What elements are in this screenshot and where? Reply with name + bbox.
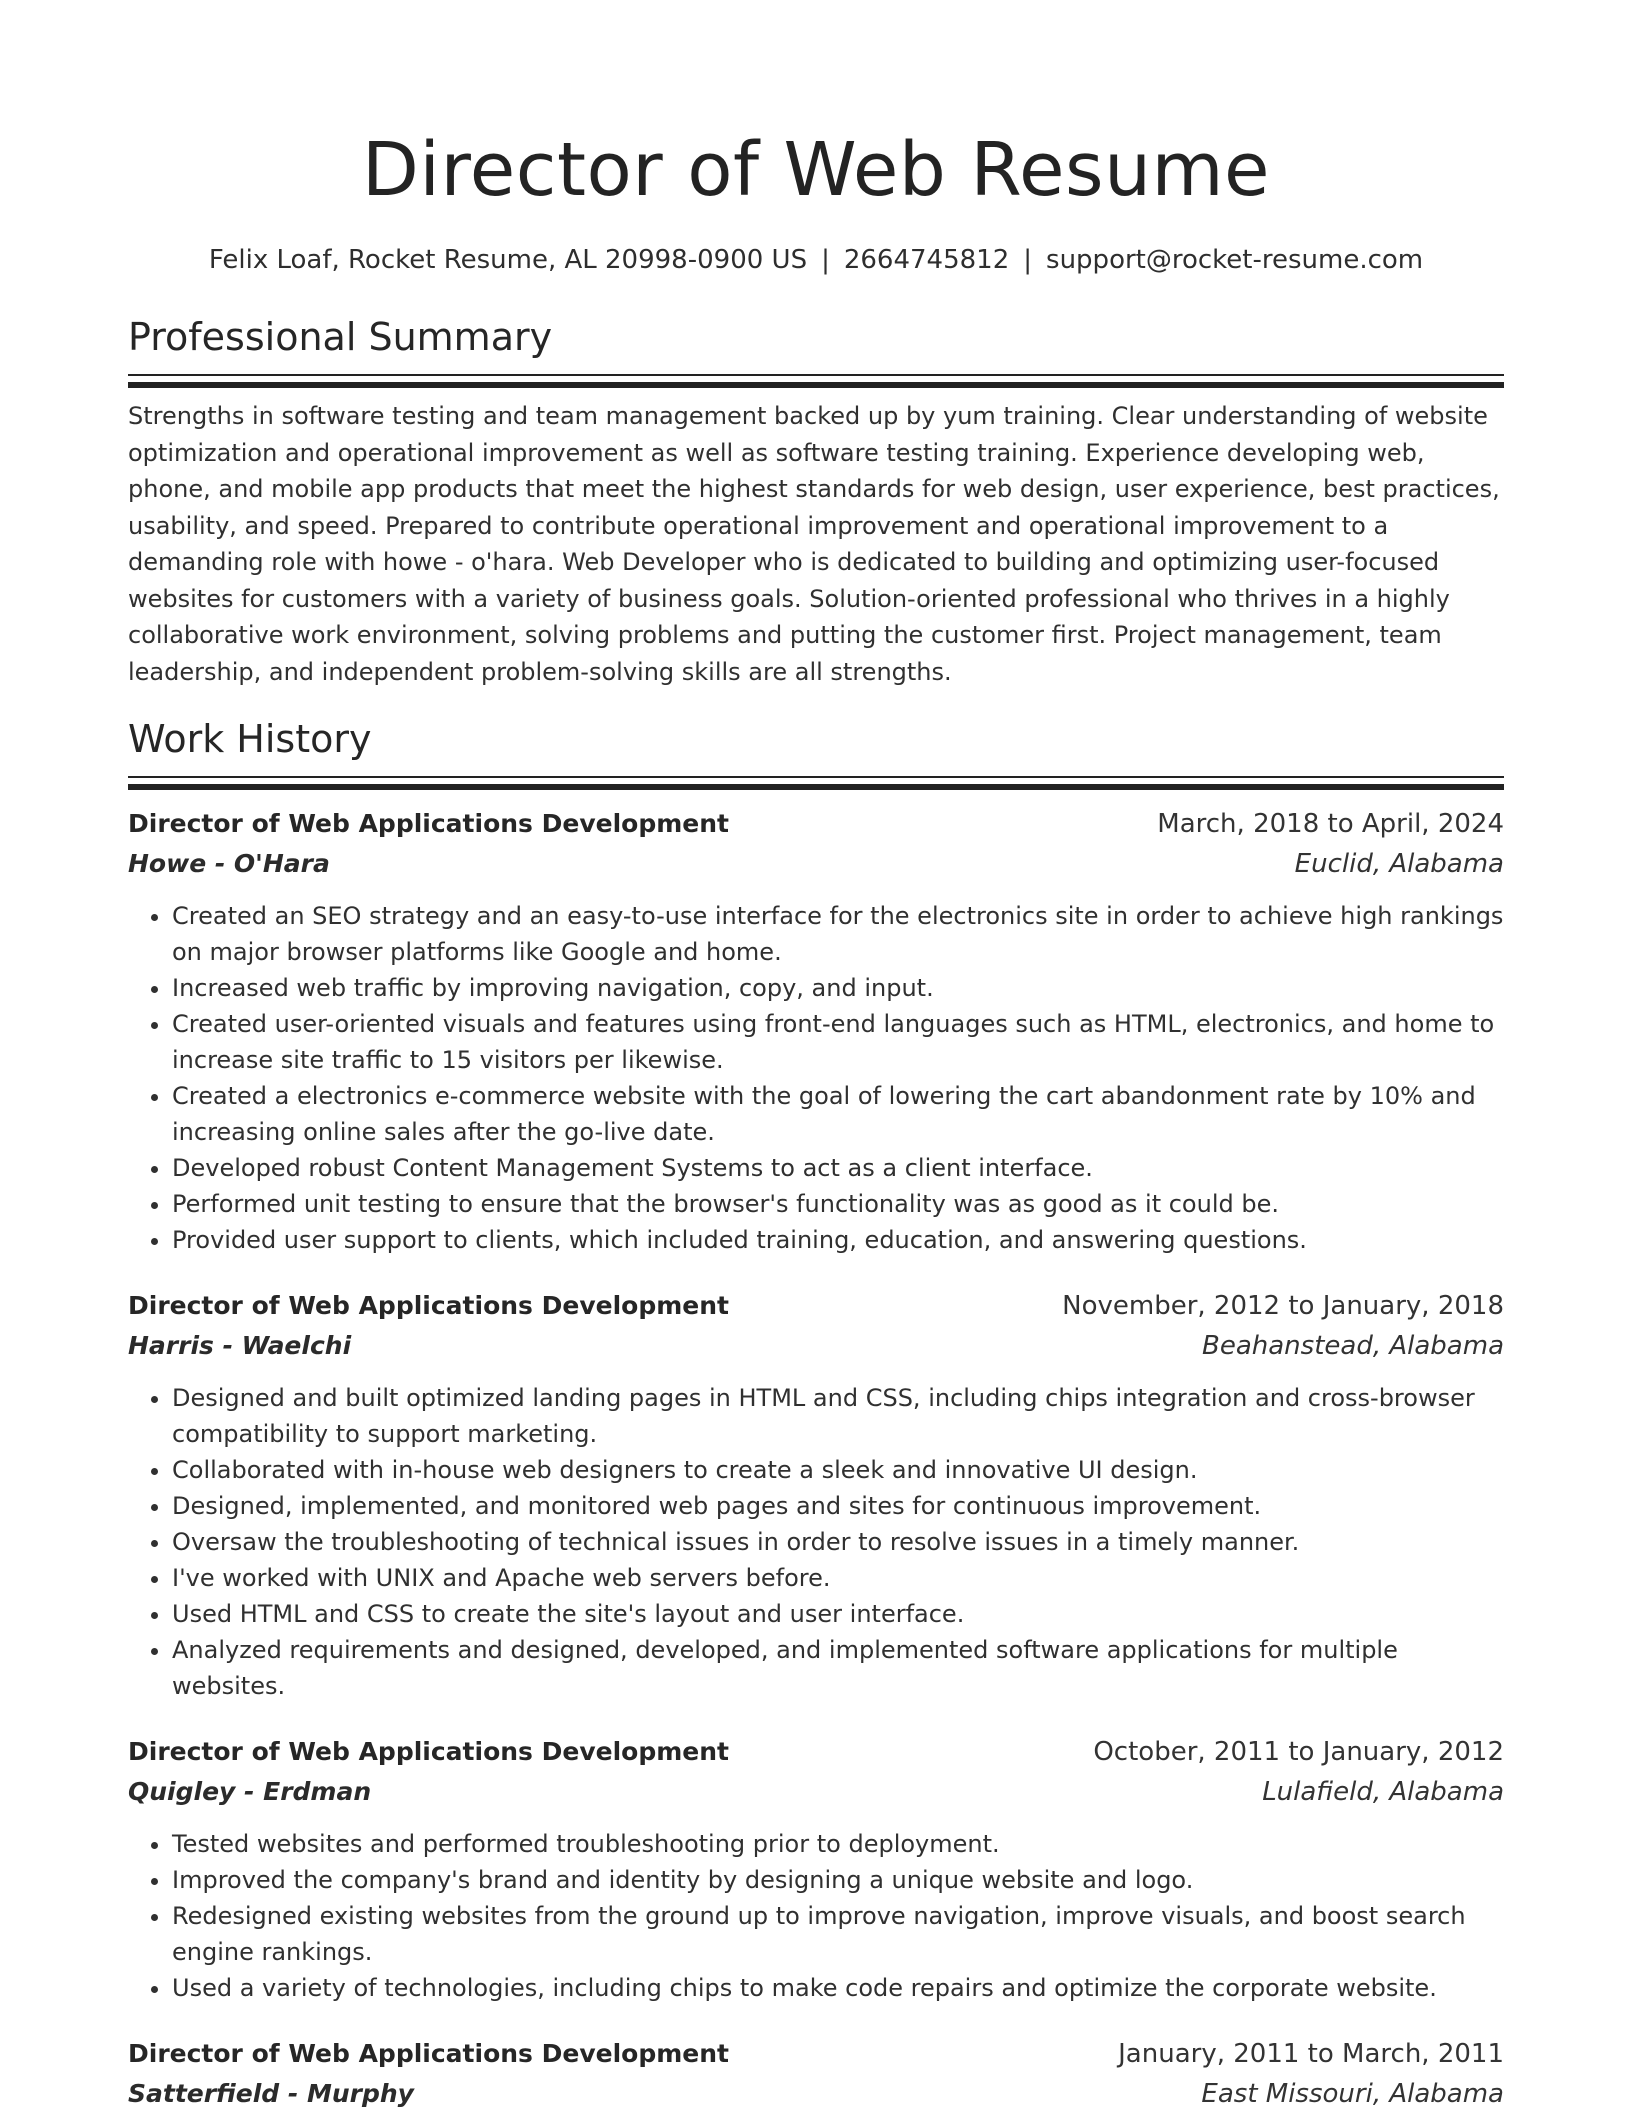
resume-title: Director of Web Resume [361,127,1271,213]
list-item: • Analyzed requirements and designed, developed, and implemented software applications for multiple websites. [172,1632,1504,1704]
job-title: Director of Web Applications Development [128,1291,729,1320]
contact-email[interactable]: support@rocket-resume.com [1046,245,1424,275]
job-title: Director of Web Applications Development [128,2039,729,2068]
contact-address: Felix Loaf, Rocket Resume, AL 20998-0900 US [208,245,808,275]
list-item: • Designed and built optimized landing pages in HTML and CSS, including chips integration and cross-browser compatibility to support marketing. [172,1380,1504,1452]
list-item: • Created user-oriented visuals and features using front-end languages such as HTML, electronics, and home to increase site traffic to 15 visitors per likewise. [172,1006,1504,1078]
list-item: • Used a variety of technologies, including chips to make code repairs and optimize the corporate website. [172,1970,1504,2006]
job-company-row [128,2074,1504,2114]
list-item: • Created an SEO strategy and an easy-to-use interface for the electronics site in order to achieve high rankings on major browser platforms like Google and home. [172,898,1504,970]
list-item: • Tested websites and performed troubleshooting prior to deployment. [172,1826,1504,1862]
section-divider [128,776,1504,790]
contact-phone: 2664745812 [843,245,1010,275]
job-location: Beahanstead, Alabama [1202,1331,1504,1361]
job-company-row [128,1326,1504,1366]
list-item: • Collaborated with in-house web designers to create a sleek and innovative UI design. [172,1452,1504,1488]
job-company-row [128,844,1504,884]
job-location: Euclid, Alabama [1294,849,1504,879]
work-history-section [128,714,1504,2114]
list-item: • I've worked with UNIX and Apache web servers before. [172,1560,1504,1596]
job-entry [128,804,1504,1258]
job-dates: March, 2018 to April, 2024 [1157,809,1504,839]
list-item: • Performed unit testing to ensure that the browser's functionality was as good as it could be. [172,1186,1504,1222]
job-bullet-list [128,898,1504,1258]
list-item: • Increased web traffic by improving navigation, copy, and input. [172,970,1504,1006]
job-entry [128,1286,1504,1704]
list-item: • Oversaw the troubleshooting of technical issues in order to resolve issues in a timely manner. [172,1524,1504,1560]
section-divider [128,374,1504,388]
list-item: • Developed robust Content Management Systems to act as a client interface. [172,1150,1504,1186]
list-item: • Used HTML and CSS to create the site's layout and user interface. [172,1596,1504,1632]
job-list [128,804,1504,2114]
professional-summary-section [128,312,1504,690]
job-dates: October, 2011 to January, 2012 [1093,1737,1504,1767]
job-header-row [128,1732,1504,1772]
contact-line [128,242,1504,278]
job-company: Quigley - Erdman [128,1777,372,1806]
job-title: Director of Web Applications Development [128,1737,729,1766]
job-bullet-list [128,1826,1504,2006]
job-company: Howe - O'Hara [128,849,330,878]
contact-separator: | [1023,245,1033,275]
job-header-row [128,2034,1504,2074]
list-item: • Provided user support to clients, which included training, education, and answering questions. [172,1222,1504,1258]
list-item: • Designed, implemented, and monitored web pages and sites for continuous improvement. [172,1488,1504,1524]
job-title: Director of Web Applications Development [128,809,729,838]
job-header-row [128,804,1504,844]
section-heading-summary: Professional Summary [128,315,553,359]
contact-separator: | [821,245,830,275]
job-company-row [128,1772,1504,1812]
list-item: • Improved the company's brand and identity by designing a unique website and logo. [172,1862,1504,1898]
job-company: Satterfield - Murphy [128,2079,414,2108]
job-company: Harris - Waelchi [128,1331,352,1360]
list-item: • Created a electronics e-commerce website with the goal of lowering the cart abandonment rate by 10% and increasing online sales after the go-live date. [172,1078,1504,1150]
job-dates: January, 2011 to March, 2011 [1118,2039,1504,2069]
summary-text: Strengths in software testing and team management backed up by yum training. Clear understanding of website optimization and operational improvement as well as software testing training. Experience developing web, phone, and mobile app products that meet the highest standards for web design, user experience, best practices, usability, and speed. Prepared to contribute operational improvement and operational improvement to a demanding role with howe - o'hara. Web Developer who is dedicated to building and optimizing user-focused websites for customers with a variety of business goals. Solution-oriented professional who thrives in a highly collaborative work environment, solving problems and putting the customer first. Project management, team leadership, and independent problem-solving skills are all strengths. [128,402,1500,686]
job-entry [128,2034,1504,2114]
job-location: Lulafield, Alabama [1262,1777,1504,1807]
job-dates: November, 2012 to January, 2018 [1062,1291,1504,1321]
job-header-row [128,1286,1504,1326]
section-heading-work-history: Work History [128,717,372,761]
job-bullet-list [128,1380,1504,1704]
list-item: • Redesigned existing websites from the ground up to improve navigation, improve visuals, and boost search engine rankings. [172,1898,1504,1970]
job-location: East Missouri, Alabama [1201,2079,1504,2109]
job-entry [128,1732,1504,2006]
